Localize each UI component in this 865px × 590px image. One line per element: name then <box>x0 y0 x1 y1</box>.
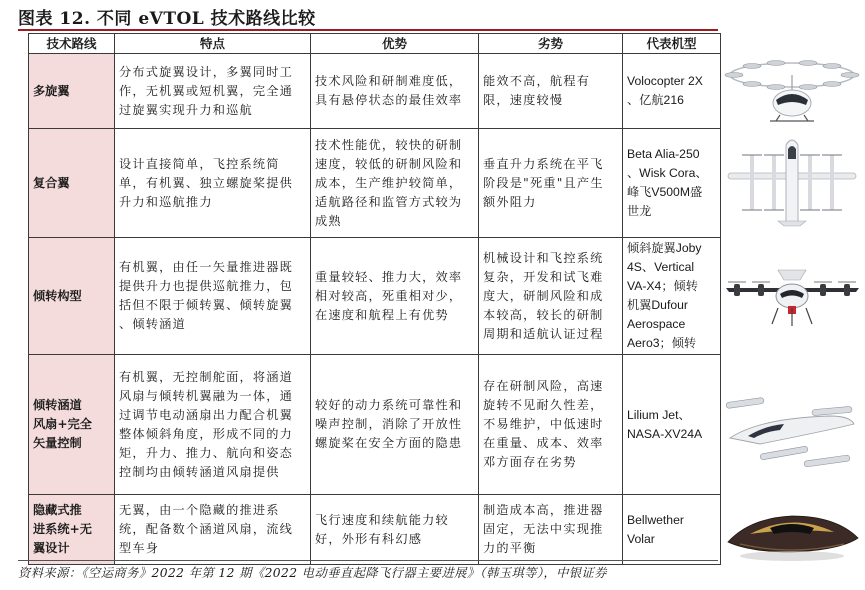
header-route: 技术路线 <box>29 34 115 54</box>
features-cell: 无翼，由一个隐藏的推进系 统，配备数个涵道风扇，流线 型车身 <box>115 495 311 565</box>
header-models: 代表机型 <box>623 34 721 54</box>
figure-title: 图表 12. 不同 eVTOL 技术路线比较 <box>18 9 316 29</box>
features-cell: 分布式旋翼设计，多翼同时工 作，无机翼或短机翼，完全通 过旋翼实现升力和巡航 <box>115 54 311 129</box>
table-row-multirotor <box>29 54 721 129</box>
models-cell: Beta Alia-250 、Wisk Cora、 峰飞V500M盛 世龙 <box>623 129 721 238</box>
source-note: 资料来源：《空运商务》2022 年第 12 期《2022 电动垂直起降飞行器主要进展》（韩玉琪等），中银证券 <box>18 560 718 581</box>
route-cell: 倾转涵道 风扇+完全 矢量控制 <box>29 355 115 495</box>
features-cell: 设计直接简单，飞控系统简 单，有机翼、独立螺旋桨提供 升力和巡航推力 <box>115 129 311 238</box>
multirotor-aircraft-image <box>720 55 865 125</box>
models-cell: Bellwether Volar <box>623 495 721 565</box>
advantages-cell: 重量较轻、推力大，效率 相对较高，死重相对少， 在速度和航程上有优势 <box>311 238 479 355</box>
advantages-cell: 较好的动力系统可靠性和 噪声控制，消除了开放性 螺旋桨在安全方面的隐患 <box>311 355 479 495</box>
route-cell: 倾转构型 <box>29 238 115 355</box>
route-cell: 复合翼 <box>29 129 115 238</box>
advantages-cell: 技术风险和研制难度低， 具有悬停状态的最佳效率 <box>311 54 479 129</box>
table-row-hidden-propulsion <box>29 495 721 565</box>
models-cell: 倾斜旋翼Joby 4S、Vertical VA-X4；倾转 机翼Dufour Aerospace Aero3；倾转 <box>623 238 721 355</box>
table-row-tilt <box>29 238 721 355</box>
route-cell: 隐藏式推 进系统+无 翼设计 <box>29 495 115 565</box>
table-row-compound-wing <box>29 129 721 238</box>
disadvantages-cell: 存在研制风险，高速 旋转不见耐久性差， 不易维护，中低速时 在重量、成本、效率 邓方面存在劣势 <box>479 355 623 495</box>
title-divider <box>18 29 718 31</box>
ducted-fan-aircraft-image <box>720 378 865 478</box>
tilt-aircraft-image <box>720 258 865 338</box>
models-cell: Volocopter 2X 、亿航216 <box>623 54 721 129</box>
header-features: 特点 <box>115 34 311 54</box>
table-header-row <box>29 34 721 54</box>
hidden-propulsion-aircraft-image <box>720 498 865 568</box>
compound-wing-aircraft-image <box>720 133 865 233</box>
models-cell: Lilium Jet、 NASA-XV24A <box>623 355 721 495</box>
disadvantages-cell: 机械设计和飞控系统 复杂，开发和试飞难 度大，研制风险和成 本较高，较长的研制 周期和适航认证过程 <box>479 238 623 355</box>
header-advantages: 优势 <box>311 34 479 54</box>
disadvantages-cell: 制造成本高，推进器 固定，无法中实现推 力的平衡 <box>479 495 623 565</box>
header-disadvantages: 劣势 <box>479 34 623 54</box>
features-cell: 有机翼，无控制舵面，将涵道 风扇与倾转机翼融为一体，通 过调节电动涵扇出力配合机翼 整体倾斜角度，形成不同的力 矩，升力、推力、航向和姿态 控制均由倾转涵道风扇提供 <box>115 355 311 495</box>
disadvantages-cell: 垂直升力系统在平飞 阶段是"死重"且产生 额外阻力 <box>479 129 623 238</box>
route-cell: 多旋翼 <box>29 54 115 129</box>
advantages-cell: 飞行速度和续航能力较 好，外形有科幻感 <box>311 495 479 565</box>
table-row-tilt-ducted-fan <box>29 355 721 495</box>
features-cell: 有机翼，由任一矢量推进器既 提供升力也提供巡航推力，包 括但不限于倾转翼、倾转旋翼 、倾转涵道 <box>115 238 311 355</box>
comparison-table <box>28 33 721 565</box>
disadvantages-cell: 能效不高，航程有 限，速度较慢 <box>479 54 623 129</box>
advantages-cell: 技术性能优，较快的研制 速度，较低的研制风险和 成本，生产维护较简单， 适航路径和监管方式较为 成熟 <box>311 129 479 238</box>
